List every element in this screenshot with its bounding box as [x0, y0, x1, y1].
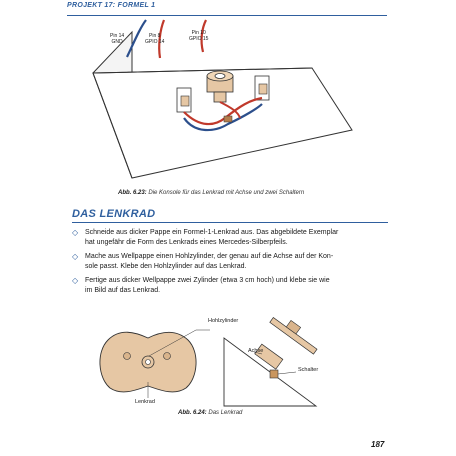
bullet-item-2 — [72, 252, 388, 272]
diamond-bullet-icon: ◇ — [72, 228, 79, 237]
bullet-line: Mache aus Wellpappe einen Hohlzylinder, der genau auf die Achse auf der Kon- — [85, 253, 334, 260]
label-lenkrad: Lenkrad — [135, 399, 155, 405]
bullet-text — [85, 276, 388, 296]
label-hohlzylinder: Hohlzylinder — [208, 318, 239, 324]
bullet-line: Schneide aus dicker Pappe ein Formel-1-Lenkrad aus. Das abgebildete Exemplar — [85, 229, 339, 236]
figure-console-illustration — [0, 0, 456, 200]
switch-cylinder-left — [124, 353, 131, 360]
bullet-line: im Bild auf das Lenkrad. — [85, 287, 161, 294]
pin-label-gpio14-line2: GPIO 14 — [145, 39, 165, 45]
pin-label-gpio14-line1: Pin 8 — [149, 33, 161, 39]
figure-caption-6-24 — [178, 410, 242, 416]
diamond-bullet-icon: ◇ — [72, 276, 79, 285]
switch-left — [177, 88, 191, 112]
pin-label-gnd-line2: GND — [111, 39, 123, 45]
switch-right — [255, 76, 269, 100]
pin-label-gnd — [110, 33, 124, 45]
wheel-side-view — [270, 311, 322, 354]
header-title: PROJEKT 17: FORMEL 1 — [67, 2, 156, 9]
bullet-line: hat ungefähr die Form des Lenkrads eines Mercedes-Silberpfeils. — [85, 239, 288, 246]
bullet-text — [85, 252, 388, 272]
bullet-item-3 — [72, 276, 388, 296]
page-number: 187 — [371, 440, 385, 449]
diamond-bullet-icon: ◇ — [72, 252, 79, 261]
caption-number: Abb. 6.23: — [118, 190, 147, 196]
bullet-item-1 — [72, 228, 388, 248]
pin-label-gpio14 — [145, 33, 164, 45]
switch-side-view — [270, 370, 278, 378]
figure-steering-wheel-illustration — [0, 310, 456, 420]
switch-cylinder-right — [164, 353, 171, 360]
bullet-line: sole passt. Klebe den Hohlzylinder auf das Lenkrad. — [85, 263, 247, 270]
bullet-line: Fertige aus dicker Wellpappe zwei Zylinder (etwa 3 cm hoch) und klebe sie wie — [85, 277, 330, 284]
caption-text: Die Konsole für das Lenkrad mit Achse und zwei Schaltern — [148, 190, 305, 196]
section-title: DAS LENKRAD — [72, 208, 156, 220]
caption-number: Abb. 6.24: — [178, 410, 207, 416]
pin-label-gpio15 — [189, 30, 208, 42]
bullet-text — [85, 228, 388, 248]
pin-label-gnd-line1: Pin 14 — [110, 33, 125, 39]
label-achse: Achse — [248, 348, 264, 354]
section-divider — [72, 222, 388, 223]
caption-text: Das Lenkrad — [208, 410, 243, 416]
pin-label-gpio15-line2: GPIO 15 — [189, 36, 209, 42]
figure-caption-6-23 — [118, 190, 304, 196]
pin-label-gpio15-line1: Pin 10 — [191, 30, 206, 36]
label-schalter: Schalter — [298, 367, 319, 373]
